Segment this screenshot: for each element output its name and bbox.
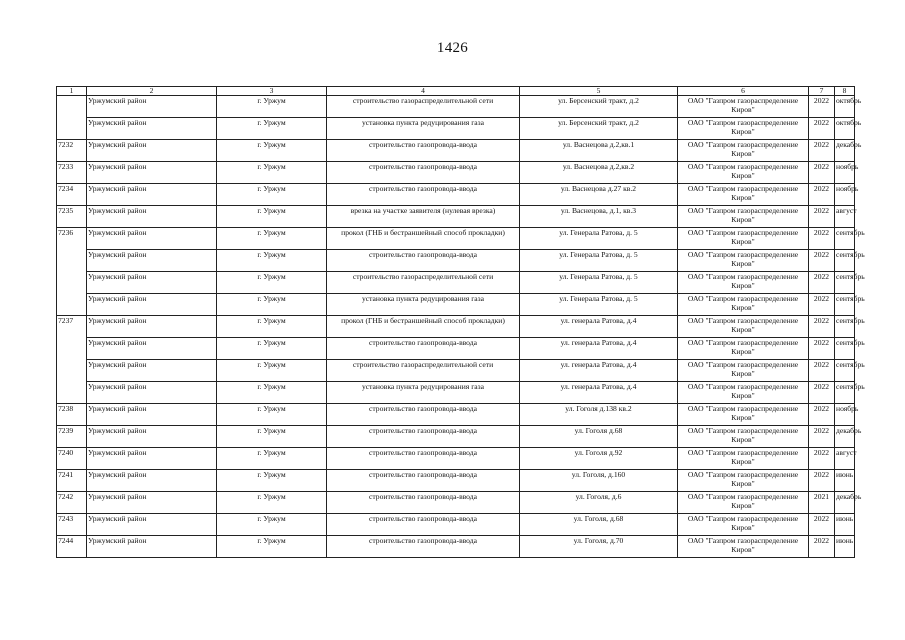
row-number-cell: 7239 xyxy=(57,426,87,448)
district-cell: Уржумский район xyxy=(87,338,217,360)
city-cell: г. Уржум xyxy=(217,206,327,228)
work-type-cell: строительство газораспределительной сети xyxy=(327,272,520,294)
address-cell: ул. Васнецова д.2,кв.2 xyxy=(520,162,678,184)
organization-cell: ОАО "Газпром газораспределение Киров" xyxy=(678,382,809,404)
district-cell: Уржумский район xyxy=(87,382,217,404)
organization-cell: ОАО "Газпром газораспределение Киров" xyxy=(678,448,809,470)
city-cell: г. Уржум xyxy=(217,96,327,118)
organization-cell: ОАО "Газпром газораспределение Киров" xyxy=(678,294,809,316)
work-type-cell: строительство газопровода-ввода xyxy=(327,426,520,448)
month-cell: декабрь xyxy=(835,426,855,448)
address-cell: ул. Гоголя д.68 xyxy=(520,426,678,448)
month-cell: октябрь xyxy=(835,96,855,118)
month-cell: декабрь xyxy=(835,492,855,514)
district-cell: Уржумский район xyxy=(87,250,217,272)
header-cell: 5 xyxy=(520,87,678,96)
table-row xyxy=(57,140,855,162)
address-cell: ул. Гоголя, д.70 xyxy=(520,536,678,558)
city-cell: г. Уржум xyxy=(217,228,327,250)
row-number-cell xyxy=(57,338,87,360)
year-cell: 2021 xyxy=(809,492,835,514)
address-cell: ул. Берсенский тракт, д.2 xyxy=(520,118,678,140)
year-cell: 2022 xyxy=(809,140,835,162)
header-cell: 2 xyxy=(87,87,217,96)
header-row xyxy=(57,87,855,96)
year-cell: 2022 xyxy=(809,382,835,404)
address-cell: ул. Васнецова, д.1, кв.3 xyxy=(520,206,678,228)
year-cell: 2022 xyxy=(809,206,835,228)
district-cell: Уржумский район xyxy=(87,272,217,294)
address-cell: ул. генерала Ратова, д.4 xyxy=(520,338,678,360)
row-number-cell xyxy=(57,382,87,404)
city-cell: г. Уржум xyxy=(217,338,327,360)
address-cell: ул. Генерала Ратова, д. 5 xyxy=(520,272,678,294)
work-type-cell: прокол (ГНБ и бестраншейный способ прокладки) xyxy=(327,228,520,250)
district-cell: Уржумский район xyxy=(87,316,217,338)
page-number: 1426 xyxy=(436,40,469,56)
city-cell: г. Уржум xyxy=(217,404,327,426)
table-row xyxy=(57,514,855,536)
address-cell: ул. Гоголя, д.160 xyxy=(520,470,678,492)
work-type-cell: врезка на участке заявителя (нулевая врезка) xyxy=(327,206,520,228)
organization-cell: ОАО "Газпром газораспределение Киров" xyxy=(678,360,809,382)
address-cell: ул. Генерала Ратова, д. 5 xyxy=(520,294,678,316)
table-row xyxy=(57,118,855,140)
city-cell: г. Уржум xyxy=(217,272,327,294)
district-cell: Уржумский район xyxy=(87,514,217,536)
organization-cell: ОАО "Газпром газораспределение Киров" xyxy=(678,514,809,536)
address-cell: ул. Гоголя, д.68 xyxy=(520,514,678,536)
organization-cell: ОАО "Газпром газораспределение Киров" xyxy=(678,426,809,448)
year-cell: 2022 xyxy=(809,514,835,536)
table-row xyxy=(57,470,855,492)
organization-cell: ОАО "Газпром газораспределение Киров" xyxy=(678,250,809,272)
table-row xyxy=(57,492,855,514)
header-cell: 1 xyxy=(57,87,87,96)
district-cell: Уржумский район xyxy=(87,448,217,470)
month-cell: август xyxy=(835,448,855,470)
table-row xyxy=(57,184,855,206)
month-cell: сентябрь xyxy=(835,338,855,360)
district-cell: Уржумский район xyxy=(87,118,217,140)
year-cell: 2022 xyxy=(809,338,835,360)
district-cell: Уржумский район xyxy=(87,492,217,514)
month-cell: август xyxy=(835,206,855,228)
city-cell: г. Уржум xyxy=(217,250,327,272)
address-cell: ул. Генерала Ратова, д. 5 xyxy=(520,228,678,250)
organization-cell: ОАО "Газпром газораспределение Киров" xyxy=(678,316,809,338)
row-number-cell: 7241 xyxy=(57,470,87,492)
organization-cell: ОАО "Газпром газораспределение Киров" xyxy=(678,272,809,294)
city-cell: г. Уржум xyxy=(217,426,327,448)
month-cell: сентябрь xyxy=(835,382,855,404)
city-cell: г. Уржум xyxy=(217,162,327,184)
row-number-cell xyxy=(57,272,87,294)
year-cell: 2022 xyxy=(809,536,835,558)
district-cell: Уржумский район xyxy=(87,294,217,316)
year-cell: 2022 xyxy=(809,184,835,206)
row-number-cell: 7244 xyxy=(57,536,87,558)
header-cell: 4 xyxy=(327,87,520,96)
organization-cell: ОАО "Газпром газораспределение Киров" xyxy=(678,492,809,514)
month-cell: июнь xyxy=(835,470,855,492)
header-cell: 3 xyxy=(217,87,327,96)
district-cell: Уржумский район xyxy=(87,96,217,118)
organization-cell: ОАО "Газпром газораспределение Киров" xyxy=(678,184,809,206)
table-row xyxy=(57,404,855,426)
year-cell: 2022 xyxy=(809,118,835,140)
table-row xyxy=(57,426,855,448)
year-cell: 2022 xyxy=(809,470,835,492)
month-cell: сентябрь xyxy=(835,360,855,382)
row-number-cell: 7235 xyxy=(57,206,87,228)
work-type-cell: строительство газораспределительной сети xyxy=(327,360,520,382)
city-cell: г. Уржум xyxy=(217,140,327,162)
year-cell: 2022 xyxy=(809,448,835,470)
work-type-cell: строительство газораспределительной сети xyxy=(327,96,520,118)
table-row xyxy=(57,96,855,118)
year-cell: 2022 xyxy=(809,250,835,272)
work-type-cell: строительство газопровода-ввода xyxy=(327,492,520,514)
address-cell: ул. генерала Ратова, д.4 xyxy=(520,382,678,404)
work-type-cell: строительство газопровода-ввода xyxy=(327,338,520,360)
month-cell: июнь xyxy=(835,514,855,536)
row-number-cell xyxy=(57,118,87,140)
city-cell: г. Уржум xyxy=(217,514,327,536)
district-cell: Уржумский район xyxy=(87,162,217,184)
district-cell: Уржумский район xyxy=(87,184,217,206)
month-cell: сентябрь xyxy=(835,228,855,250)
city-cell: г. Уржум xyxy=(217,184,327,206)
work-type-cell: строительство газопровода-ввода xyxy=(327,162,520,184)
city-cell: г. Уржум xyxy=(217,316,327,338)
district-cell: Уржумский район xyxy=(87,470,217,492)
organization-cell: ОАО "Газпром газораспределение Киров" xyxy=(678,206,809,228)
district-cell: Уржумский район xyxy=(87,206,217,228)
data-table xyxy=(56,86,865,558)
work-type-cell: строительство газопровода-ввода xyxy=(327,140,520,162)
row-number-cell: 7232 xyxy=(57,140,87,162)
header-cell: 6 xyxy=(678,87,809,96)
work-type-cell: строительство газопровода-ввода xyxy=(327,184,520,206)
organization-cell: ОАО "Газпром газораспределение Киров" xyxy=(678,96,809,118)
table-row xyxy=(57,448,855,470)
year-cell: 2022 xyxy=(809,426,835,448)
table-row xyxy=(57,338,855,360)
address-cell: ул. генерала Ратова, д.4 xyxy=(520,316,678,338)
month-cell: июнь xyxy=(835,536,855,558)
year-cell: 2022 xyxy=(809,272,835,294)
month-cell: декабрь xyxy=(835,140,855,162)
row-number-cell xyxy=(57,294,87,316)
work-type-cell: прокол (ГНБ и бестраншейный способ прокладки) xyxy=(327,316,520,338)
district-cell: Уржумский район xyxy=(87,360,217,382)
row-number-cell: 7234 xyxy=(57,184,87,206)
table-row xyxy=(57,250,855,272)
work-type-cell: установка пункта редуцирования газа xyxy=(327,118,520,140)
organization-cell: ОАО "Газпром газораспределение Киров" xyxy=(678,404,809,426)
organization-cell: ОАО "Газпром газораспределение Киров" xyxy=(678,228,809,250)
organization-cell: ОАО "Газпром газораспределение Киров" xyxy=(678,140,809,162)
address-cell: ул. Васнецова д.2,кв.1 xyxy=(520,140,678,162)
header-cell: 7 xyxy=(809,87,835,96)
month-cell: ноябрь xyxy=(835,404,855,426)
month-cell: сентябрь xyxy=(835,272,855,294)
work-type-cell: строительство газопровода-ввода xyxy=(327,404,520,426)
month-cell: сентябрь xyxy=(835,316,855,338)
organization-cell: ОАО "Газпром газораспределение Киров" xyxy=(678,536,809,558)
table-row xyxy=(57,206,855,228)
organization-cell: ОАО "Газпром газораспределение Киров" xyxy=(678,162,809,184)
organization-cell: ОАО "Газпром газораспределение Киров" xyxy=(678,118,809,140)
month-cell: ноябрь xyxy=(835,162,855,184)
work-type-cell: установка пункта редуцирования газа xyxy=(327,294,520,316)
address-cell: ул. генерала Ратова, д.4 xyxy=(520,360,678,382)
city-cell: г. Уржум xyxy=(217,448,327,470)
table-row xyxy=(57,294,855,316)
district-cell: Уржумский район xyxy=(87,536,217,558)
city-cell: г. Уржум xyxy=(217,360,327,382)
year-cell: 2022 xyxy=(809,162,835,184)
month-cell: ноябрь xyxy=(835,184,855,206)
table-row xyxy=(57,272,855,294)
city-cell: г. Уржум xyxy=(217,492,327,514)
city-cell: г. Уржум xyxy=(217,118,327,140)
table-row xyxy=(57,536,855,558)
address-cell: ул. Генерала Ратова, д. 5 xyxy=(520,250,678,272)
year-cell: 2022 xyxy=(809,228,835,250)
year-cell: 2022 xyxy=(809,360,835,382)
month-cell: октябрь xyxy=(835,118,855,140)
district-cell: Уржумский район xyxy=(87,140,217,162)
address-cell: ул. Гоголя д.92 xyxy=(520,448,678,470)
address-cell: ул. Гоголя д.138 кв.2 xyxy=(520,404,678,426)
city-cell: г. Уржум xyxy=(217,536,327,558)
table-row xyxy=(57,162,855,184)
year-cell: 2022 xyxy=(809,294,835,316)
table-row xyxy=(57,228,855,250)
month-cell: сентябрь xyxy=(835,294,855,316)
work-type-cell: строительство газопровода-ввода xyxy=(327,470,520,492)
row-number-cell: 7236 xyxy=(57,228,87,250)
work-type-cell: строительство газопровода-ввода xyxy=(327,536,520,558)
work-type-cell: строительство газопровода-ввода xyxy=(327,250,520,272)
table-row xyxy=(57,360,855,382)
city-cell: г. Уржум xyxy=(217,470,327,492)
work-type-cell: строительство газопровода-ввода xyxy=(327,448,520,470)
work-type-cell: строительство газопровода-ввода xyxy=(327,514,520,536)
row-number-cell: 7233 xyxy=(57,162,87,184)
year-cell: 2022 xyxy=(809,404,835,426)
district-cell: Уржумский район xyxy=(87,404,217,426)
row-number-cell: 7238 xyxy=(57,404,87,426)
row-number-cell xyxy=(57,360,87,382)
organization-cell: ОАО "Газпром газораспределение Киров" xyxy=(678,470,809,492)
city-cell: г. Уржум xyxy=(217,294,327,316)
table-row xyxy=(57,316,855,338)
year-cell: 2022 xyxy=(809,96,835,118)
row-number-cell xyxy=(57,250,87,272)
row-number-cell: 7240 xyxy=(57,448,87,470)
month-cell: сентябрь xyxy=(835,250,855,272)
district-cell: Уржумский район xyxy=(87,426,217,448)
table-body xyxy=(57,86,865,558)
row-number-cell: 7242 xyxy=(57,492,87,514)
row-number-cell xyxy=(57,96,87,118)
table-row xyxy=(57,382,855,404)
row-number-cell: 7237 xyxy=(57,316,87,338)
city-cell: г. Уржум xyxy=(217,382,327,404)
district-cell: Уржумский район xyxy=(87,228,217,250)
address-cell: ул. Гоголя, д.6 xyxy=(520,492,678,514)
address-cell: ул. Берсенский тракт, д.2 xyxy=(520,96,678,118)
organization-cell: ОАО "Газпром газораспределение Киров" xyxy=(678,338,809,360)
address-cell: ул. Васнецова д.27 кв.2 xyxy=(520,184,678,206)
row-number-cell: 7243 xyxy=(57,514,87,536)
year-cell: 2022 xyxy=(809,316,835,338)
work-type-cell: установка пункта редуцирования газа xyxy=(327,382,520,404)
header-cell: 8 xyxy=(835,87,855,96)
